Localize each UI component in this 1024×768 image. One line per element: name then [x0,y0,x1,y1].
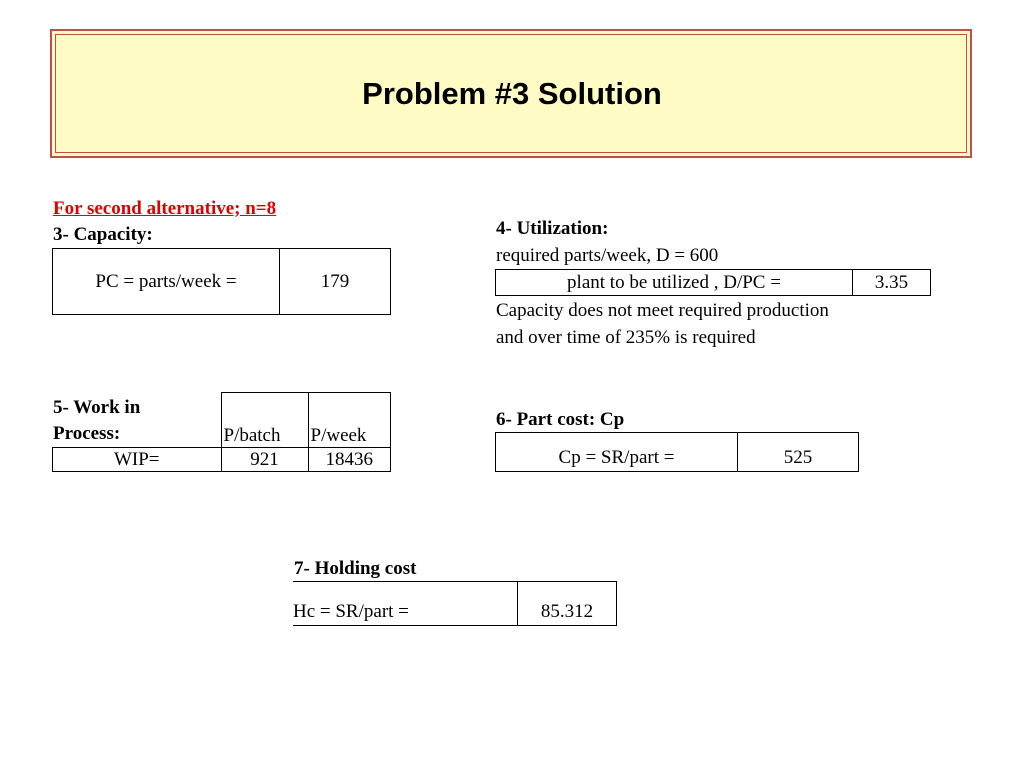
capacity-table [52,248,391,315]
wip-table [52,392,391,472]
capacity-value: 179 [280,249,391,315]
page-title: Problem #3 Solution [362,76,662,111]
holding-cost-table [293,581,617,626]
wip-value-pweek: 18436 [308,448,391,472]
holding-cost-value: 85.312 [518,582,617,626]
wip-heading-line1: 5- Work in [53,397,141,418]
wip-label: WIP= [53,448,222,472]
utilization-heading: 4- Utilization: [496,218,609,239]
utilization-table [495,269,931,296]
part-cost-heading: 6- Part cost: Cp [496,409,625,430]
holding-cost-label: Hc = SR/part = [293,582,518,626]
part-cost-table [495,432,859,472]
wip-value-pbatch: 921 [221,448,308,472]
wip-col-pweek: P/week [308,393,391,448]
part-cost-value: 525 [738,433,859,472]
utilization-demand: required parts/week, D = 600 [496,245,719,266]
alternative-heading: For second alternative; n=8 [53,198,277,219]
holding-cost-heading: 7- Holding cost [294,558,417,579]
capacity-label: PC = parts/week = [53,249,280,315]
wip-heading-line2: Process: [53,423,121,444]
wip-col-pbatch: P/batch [221,393,308,448]
utilization-value: 3.35 [853,270,931,296]
utilization-note: Capacity does not meet required production and over time of 235% is required [496,300,829,348]
capacity-heading: 3- Capacity: [53,224,153,245]
utilization-label: plant to be utilized , D/PC = [496,270,853,296]
part-cost-label: Cp = SR/part = [496,433,738,472]
